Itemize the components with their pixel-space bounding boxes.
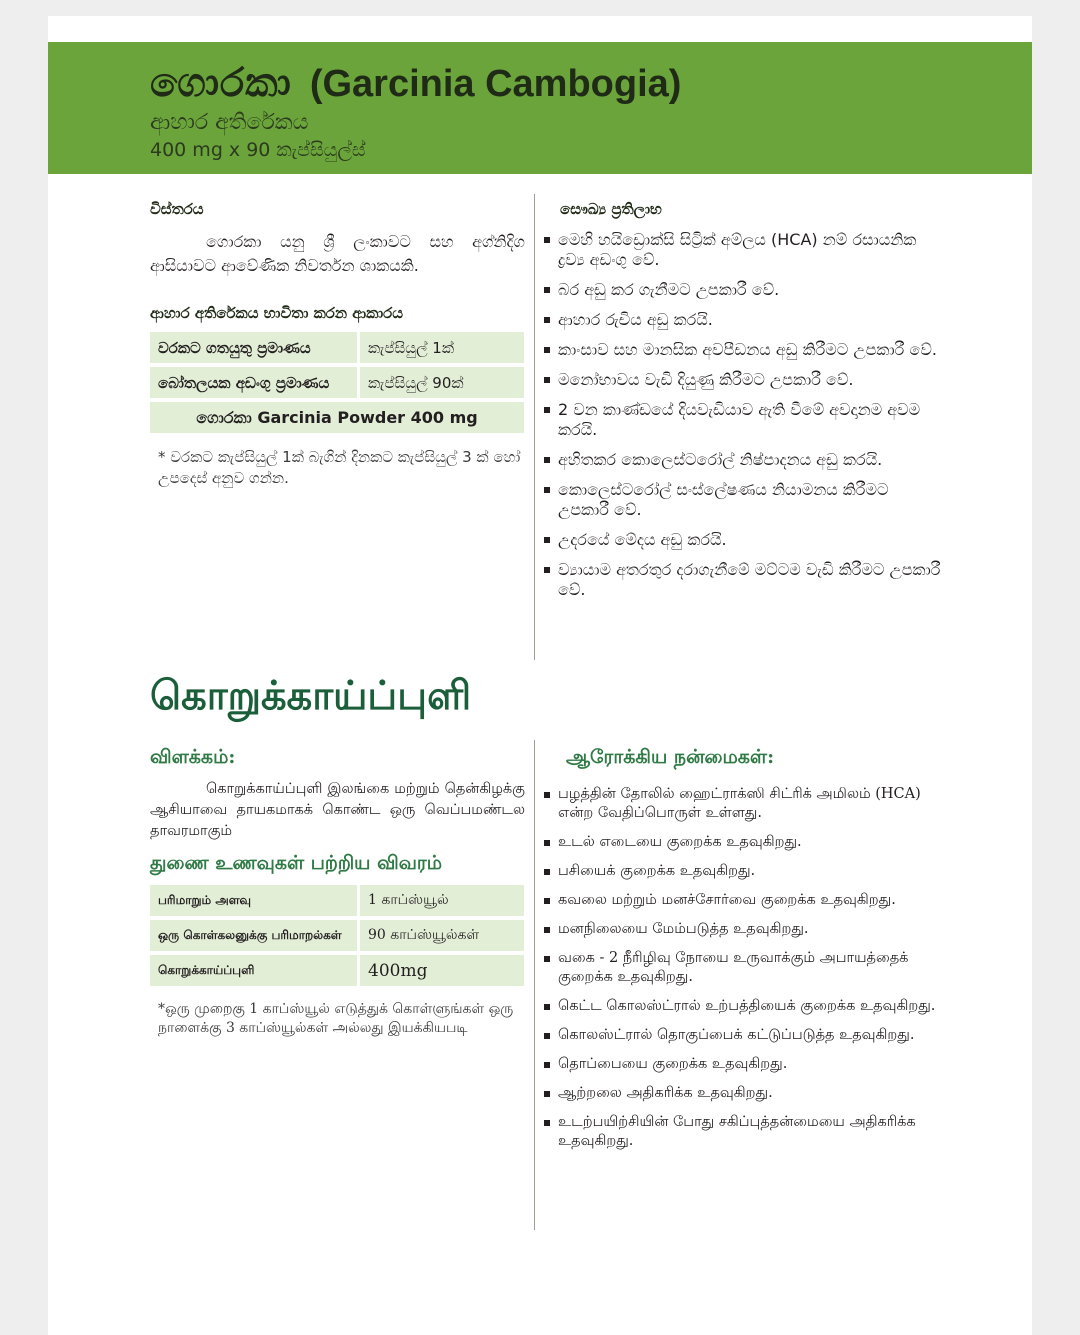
description-heading: விளக்கம்: — [150, 746, 236, 768]
table-value: කැප්සියුල් 90ක් — [360, 367, 524, 398]
table-row — [150, 920, 524, 951]
sinhala-right-column — [542, 200, 942, 610]
benefits-list — [542, 230, 942, 600]
table-value: 400mg — [360, 955, 524, 986]
table-label: பரிமாறும் அளவு — [150, 885, 360, 916]
subtitle: ආහාර අතිරේකය — [150, 110, 309, 135]
list-item: ஆற்றலை அதிகரிக்க உதவுகிறது. — [542, 1084, 942, 1103]
table-row — [150, 332, 524, 363]
column-divider — [534, 194, 535, 660]
list-item: බර අඩු කර ගැනීමට උපකාරී වේ. — [542, 280, 942, 300]
list-item: வகை - 2 நீரிழிவு நோயை உருவாக்கும் அபாயத்தைக் குறைக்க உதவுகிறது. — [542, 949, 942, 987]
list-item: කොලෙස්ටරෝල් සංස්ලේෂණය නියාමනය කිරීමට උපකාරී වේ. — [542, 480, 942, 520]
table-row — [150, 367, 524, 398]
title-sinhala: ගොරකා — [150, 60, 292, 106]
list-item: ආහාර රුචිය අඩු කරයි. — [542, 310, 942, 330]
table-value: 1 காப்ஸ்யூல் — [360, 885, 524, 916]
benefits-heading: ஆரோக்கிய நன்மைகள்: — [566, 746, 775, 768]
list-item: கவலை மற்றும் மனச்சோர்வை குறைக்க உதவுகிறது. — [542, 891, 942, 910]
table-value: කැප්සියුල් 1ක් — [360, 332, 524, 363]
list-item: ව්‍යායාම අතරතුර දරාගැනීමේ මට්ටම වැඩි කිරීමට උපකාරී වේ. — [542, 560, 942, 600]
list-item: අහිතකර කොලෙස්ටරෝල් නිෂ්පාදනය අඩු කරයි. — [542, 450, 942, 470]
list-item: 2 වන කාණ්ඩයේ දියවැඩියාව ඇති වීමේ අවදානම අවම කරයි. — [542, 400, 942, 440]
dosage-table — [150, 881, 524, 990]
title-english: (Garcinia Cambogia) — [309, 63, 682, 105]
tamil-left-column — [150, 746, 525, 1038]
list-item: මනෝභාවය වැඩි දියුණු කිරීමට උපකාරී වේ. — [542, 370, 942, 390]
list-item: உடற்பயிற்சியின் போது சகிப்புத்தன்மையை அதிகரிக்க உதவுகிறது. — [542, 1113, 942, 1151]
table-label: බෝතලයක අඩංගු ප්‍රමාණය — [150, 367, 360, 398]
sinhala-left-column — [150, 200, 525, 489]
tamil-section — [48, 672, 1032, 1272]
table-label: ஒரு கொள்கலனுக்கு பரிமாறல்கள் — [150, 920, 360, 951]
usage-heading: ආහාර අතිරේකය භාවිතා කරන ආකාරය — [150, 304, 404, 322]
table-value: 90 காப்ஸ்யூல்கள் — [360, 920, 524, 951]
list-item: උදරයේ මේදය අඩු කරයි. — [542, 530, 942, 550]
header-banner — [48, 42, 1032, 174]
benefits-list — [542, 785, 942, 1151]
column-divider — [534, 740, 535, 1230]
dosage-table — [150, 328, 524, 437]
description-heading: විස්තරය — [150, 200, 204, 218]
table-row — [150, 885, 524, 916]
usage-heading: துணை உணவுகள் பற்றிய விவரம் — [150, 852, 442, 874]
list-item: பசியைக் குறைக்க உதவுகிறது. — [542, 862, 942, 881]
table-label: கொறுக்காய்ப்புளி — [150, 955, 360, 986]
description-text: ගොරකා යනු ශ්‍රී ලංකාවට සහ අග්නිදිග ආසියාවට ආවේණික නිවර්තන ශාකයකි. — [150, 232, 525, 275]
list-item: கொலஸ்ட்ரால் தொகுப்பைக் கட்டுப்படுத்த உதவுகிறது. — [542, 1026, 942, 1045]
description-text: கொறுக்காய்ப்புளி இலங்கை மற்றும் தென்கிழக்கு ஆசியாவை தாயகமாகக் கொண்ட ஒரு வெப்பமண்டல தாவரமாகும் — [150, 781, 525, 839]
table-label: වරකට ගතයුතු ප්‍රමාණය — [150, 332, 360, 363]
product-sheet — [48, 16, 1032, 1335]
list-item: மனநிலையை மேம்படுத்த உதவுகிறது. — [542, 920, 942, 939]
list-item: கெட்ட கொலஸ்ட்ரால் உற்பத்தியைக் குறைக்க உதவுகிறது. — [542, 997, 942, 1016]
list-item: பழத்தின் தோலில் ஹைட்ராக்ஸி சிட்ரிக் அமிலம் (HCA) என்ற வேதிப்பொருள் உள்ளது. — [542, 785, 942, 823]
title-row — [150, 60, 1032, 106]
dosage-note: * වරකට කැප්සියුල් 1ක් බැගින් දිනකට කැප්සියුල් 3 ක් හෝ උපදෙස් අනුව ගන්න. — [158, 448, 521, 487]
tamil-right-column — [542, 746, 942, 1161]
table-footer: ගොරකා Garcinia Powder 400 mg — [150, 402, 524, 433]
table-row — [150, 402, 524, 433]
list-item: தொப்பையை குறைக்க உதவுகிறது. — [542, 1055, 942, 1074]
table-row — [150, 955, 524, 986]
sinhala-section — [48, 192, 1032, 662]
dosage-note: *ஒரு முறைகு 1 காப்ஸ்யூல் எடுத்துக் கொள்ளுங்கள் ஒரு நாளைக்கு 3 காப்ஸ்யூல்கள் அல்லது இயக்கியபடி — [158, 1001, 514, 1036]
tamil-title: கொறுக்காய்ப்புளி — [150, 672, 472, 719]
dose-info: 400 mg x 90 කැප්සියුල්ස් — [150, 139, 366, 161]
list-item: உடல் எடையை குறைக்க உதவுகிறது. — [542, 833, 942, 852]
benefits-heading: සෞඛ්‍ය ප්‍රතිලාභ — [560, 200, 662, 218]
list-item: කාංසාව සහ මානසික අවපීඩනය අඩු කිරීමට උපකාරී වේ. — [542, 340, 942, 360]
list-item: මෙහි හයිඩ්‍රොක්සි සිට්‍රික් අම්ලය (HCA) නම් රසායනික ද්‍රව්‍ය අඩංගු වේ. — [542, 230, 942, 270]
